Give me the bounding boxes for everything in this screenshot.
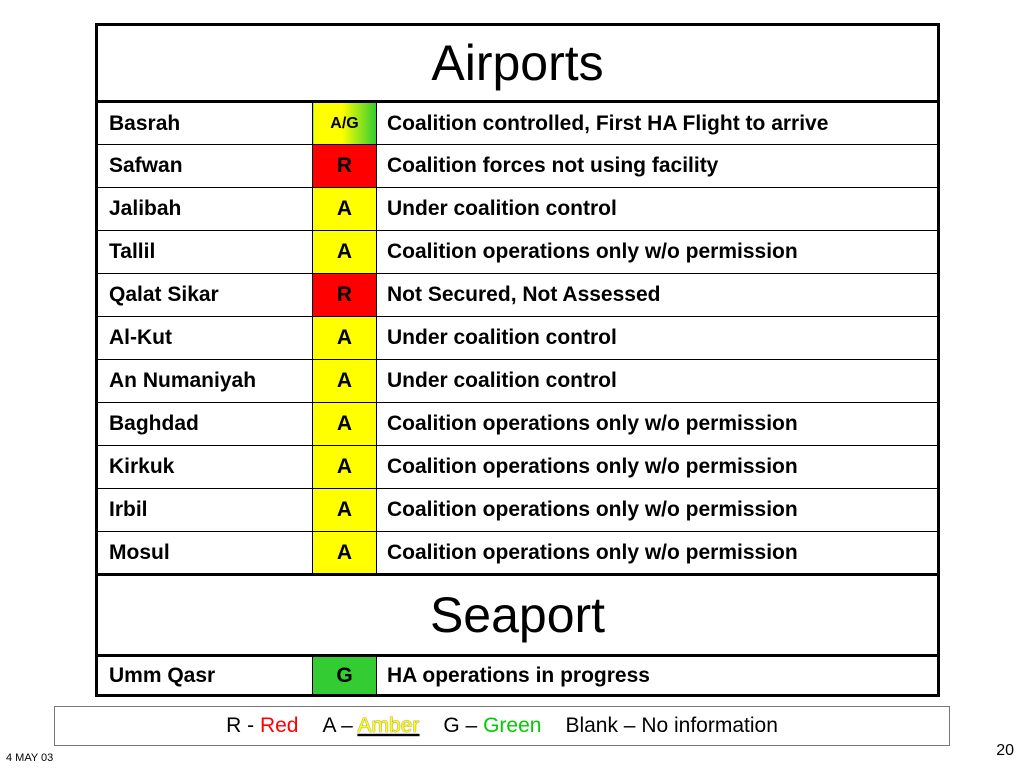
page-number: 20 [996, 742, 1014, 759]
status-table [95, 23, 940, 697]
place-name: Kirkuk [97, 446, 313, 489]
status-description: Coalition operations only w/o permission [377, 231, 939, 274]
legend-amber-word: Amber [357, 714, 420, 737]
status-description: Coalition forces not using facility [377, 145, 939, 188]
status-cell: R [313, 145, 377, 188]
seaport-title: Seaport [97, 575, 939, 656]
status-cell: A [313, 532, 377, 575]
place-name: Mosul [97, 532, 313, 575]
status-cell: A [313, 188, 377, 231]
place-name: Baghdad [97, 403, 313, 446]
status-cell: G [313, 656, 377, 696]
table-row [97, 317, 939, 360]
status-description: HA operations in progress [377, 656, 939, 696]
status-description: Coalition operations only w/o permission [377, 403, 939, 446]
airports-section [97, 25, 939, 575]
legend-green-word: Green [483, 714, 542, 737]
table-row [97, 102, 939, 145]
status-description: Coalition operations only w/o permission [377, 489, 939, 532]
table-row [97, 532, 939, 575]
place-name: Safwan [97, 145, 313, 188]
status-description: Coalition operations only w/o permission [377, 446, 939, 489]
footer-date: 4 MAY 03 [6, 752, 54, 764]
status-description: Under coalition control [377, 188, 939, 231]
place-name: Basrah [97, 102, 313, 145]
status-description: Under coalition control [377, 360, 939, 403]
seaport-section [97, 575, 939, 696]
legend-red-word: Red [259, 714, 299, 737]
status-description: Under coalition control [377, 317, 939, 360]
place-name: Umm Qasr [97, 656, 313, 696]
status-cell: A [313, 403, 377, 446]
table-row [97, 446, 939, 489]
status-cell: A [313, 317, 377, 360]
table-row [97, 231, 939, 274]
status-cell: A [313, 446, 377, 489]
place-name: Qalat Sikar [97, 274, 313, 317]
legend-amber-prefix: A – [322, 714, 358, 737]
table-row [97, 145, 939, 188]
status-description: Coalition controlled, First HA Flight to arrive [377, 102, 939, 145]
table-row [97, 489, 939, 532]
table-row [97, 403, 939, 446]
legend-red-prefix: R - [226, 714, 260, 737]
status-description: Not Secured, Not Assessed [377, 274, 939, 317]
status-cell: A [313, 360, 377, 403]
status-cell: A/G [313, 102, 377, 145]
table-row [97, 274, 939, 317]
table-row [97, 360, 939, 403]
status-description: Coalition operations only w/o permission [377, 532, 939, 575]
place-name: Irbil [97, 489, 313, 532]
legend-blank: Blank – No information [565, 714, 778, 737]
status-cell: R [313, 274, 377, 317]
place-name: Jalibah [97, 188, 313, 231]
status-cell: A [313, 231, 377, 274]
color-legend [54, 706, 950, 746]
table-row [97, 656, 939, 696]
airports-title: Airports [97, 25, 939, 102]
legend-green-prefix: G – [443, 714, 484, 737]
table-row [97, 188, 939, 231]
status-cell: A [313, 489, 377, 532]
place-name: An Numaniyah [97, 360, 313, 403]
place-name: Al-Kut [97, 317, 313, 360]
place-name: Tallil [97, 231, 313, 274]
